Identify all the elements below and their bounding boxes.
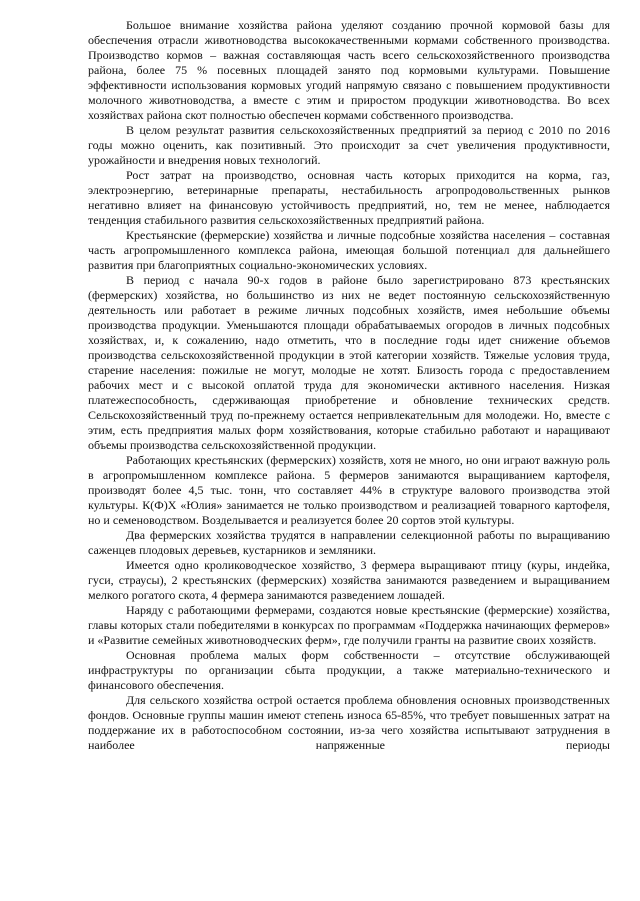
paragraph-main-problem: Основная проблема малых форм собственности – отсутствие обслуживающей инфраструктуры по организации сбыта продукции, а также материально-технического и финансового обеспечения.	[88, 648, 610, 692]
paragraph-livestock-farms: Имеется одно кролиководческое хозяйство, 3 фермера выращивают птицу (куры, индейка, гуси, страусы), 2 крестьянских (фермерских) хозяйства занимаются разведением и выращиванием мелкого рогатого скота, 4 фермера занимаются разведением лошадей.	[88, 558, 610, 602]
paragraph-cost-growth: Рост затрат на производство, основная часть которых приходится на корма, газ, электроэнергию, ветеринарные препараты, нестабильность агропродовольственных рынков негативно влияет на финансовую устойчивость предприятий, но, тем не менее, наблюдается тенденция стабильного развития сельскохозяйственных предприятий района.	[88, 168, 610, 227]
paragraph-equipment-renewal: Для сельского хозяйства острой остается проблема обновления основных производственных фондов. Основные группы машин имеют степень износа 65-85%, что требует повышенных затрат на поддержание их в работоспособном состоянии, из-за чего хозяйства испытывают затруднения в наиболее напряженные периоды	[88, 693, 610, 752]
paragraph-farm-households: Крестьянские (фермерские) хозяйства и личные подсобные хозяйства населения – составная часть агропромышленного комплекса района, имеющая большой потенциал для дальнейшего развития при благоприятных социально-экономических условиях.	[88, 228, 610, 272]
document-body	[88, 18, 610, 753]
paragraph-feed-base: Большое внимание хозяйства района уделяют созданию прочной кормовой базы для обеспечения отрасли животноводства высококачественными кормами собственного производства. Производство кормов – важная составляющая часть всего сельскохозяйственного производства района, более 75 % посевных площадей занято под кормовыми культурами. Повышение эффективности использования кормовых угодий напрямую связано с повышением продуктивности молочного животноводства, а вместе с этим и приростом продукции животноводства. Во всех хозяйствах района скот полностью обеспечен кормами собственного производства.	[88, 18, 610, 122]
paragraph-working-farms: Работающих крестьянских (фермерских) хозяйств, хотя не много, но они играют важную роль в агропромышленном комплексе района. 5 фермеров занимаются выращиванием картофеля, производят более 4,5 тыс. тонн, что составляет 44% в структуре валового производства этой культуры. К(Ф)Х «Юлия» занимается не только производством и реализацией товарного картофеля, но и семеноводством. Возделывается и реализуется более 20 сортов этой культуры.	[88, 453, 610, 527]
paragraph-new-farms: Наряду с работающими фермерами, создаются новые крестьянские (фермерские) хозяйства, главы которых стали победителями в конкурсах по программам «Поддержка начинающих фермеров» и «Развитие семейных животноводческих ферм», где получили гранты на развитие своих хозяйств.	[88, 603, 610, 647]
paragraph-breeding-farms: Два фермерских хозяйства трудятся в направлении селекционной работы по выращиванию саженцев плодовых деревьев, кустарников и земляники.	[88, 528, 610, 557]
paragraph-registered-farms: В период с начала 90-х годов в районе было зарегистрировано 873 крестьянских (фермерских) хозяйства, но большинство из них не ведет постоянную сельскохозяйственную деятельность или работает в режиме личных подсобных хозяйств, имея небольшие объемы производства продукции. Уменьшаются площади обрабатываемых огородов в личных подсобных хозяйствах, и, к сожалению, надо отметить, что в последние годы идет снижение объемов производства сельскохозяйственной продукции в этой категории хозяйств. Тяжелые условия труда, старение населения: пожилые не могут, молодые не хотят. Близость города с предоставлением рабочих мест и с высокой оплатой труда для экономически активного населения. Низкая платежеспособность, сдерживающая приобретение и обновление технических средств. Сельскохозяйственный труд по-прежнему остается непривлекательным для молодежи. Но, вместе с этим, есть предприятия малых форм хозяйствования, которые стабильно работают и наращивают объемы производства сельскохозяйственной продукции.	[88, 273, 610, 452]
paragraph-overall-result: В целом результат развития сельскохозяйственных предприятий за период с 2010 по 2016 годы можно оценить, как позитивный. Это происходит за счет увеличения продуктивности, урожайности и внедрения новых технологий.	[88, 123, 610, 167]
